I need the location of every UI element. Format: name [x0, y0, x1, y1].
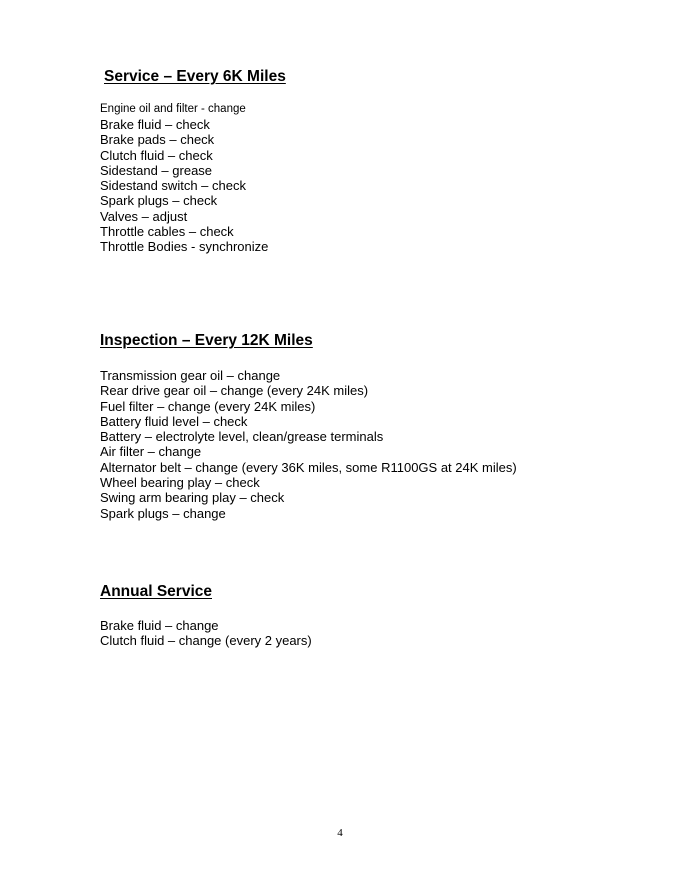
section-annual-service [100, 583, 312, 649]
list-item: Throttle Bodies - synchronize [100, 239, 269, 255]
section-service-6k [100, 68, 286, 255]
list-item: Clutch fluid – change (every 2 years) [100, 633, 312, 649]
list-item: Sidestand – grease [100, 162, 213, 178]
section-heading: Service – Every 6K Miles [104, 68, 286, 85]
list-item: Brake pads – check [100, 132, 215, 148]
list-item: Alternator belt – change (every 36K miles, some R1100GS at 24K miles) [100, 459, 517, 475]
list-item: Throttle cables – check [100, 224, 234, 240]
section-inspection-12k [100, 332, 517, 521]
section-heading: Inspection – Every 12K Miles [100, 332, 313, 349]
list-item: Transmission gear oil – change [100, 368, 281, 383]
task-list [100, 102, 286, 255]
section-heading: Annual Service [100, 583, 212, 600]
list-item: Battery – electrolyte level, clean/grease terminals [100, 429, 384, 445]
list-item: Rear drive gear oil – change (every 24K miles) [100, 383, 369, 399]
list-item: Battery fluid level – check [100, 413, 248, 429]
list-item: Spark plugs – check [100, 193, 218, 209]
list-item: Brake fluid – change [100, 618, 219, 633]
list-item: Sidestand switch – check [100, 178, 246, 194]
list-item: Engine oil and filter - change [100, 103, 246, 115]
list-item: Clutch fluid – check [100, 147, 213, 163]
task-list [100, 618, 312, 649]
page-number: 4 [337, 827, 343, 839]
list-item: Fuel filter – change (every 24K miles) [100, 398, 316, 414]
list-item: Valves – adjust [100, 208, 188, 224]
list-item: Wheel bearing play – check [100, 475, 260, 491]
list-item: Spark plugs – change [100, 505, 226, 521]
list-item: Swing arm bearing play – check [100, 490, 285, 506]
task-list [100, 368, 517, 521]
list-item: Brake fluid – check [100, 117, 210, 132]
list-item: Air filter – change [100, 444, 202, 460]
